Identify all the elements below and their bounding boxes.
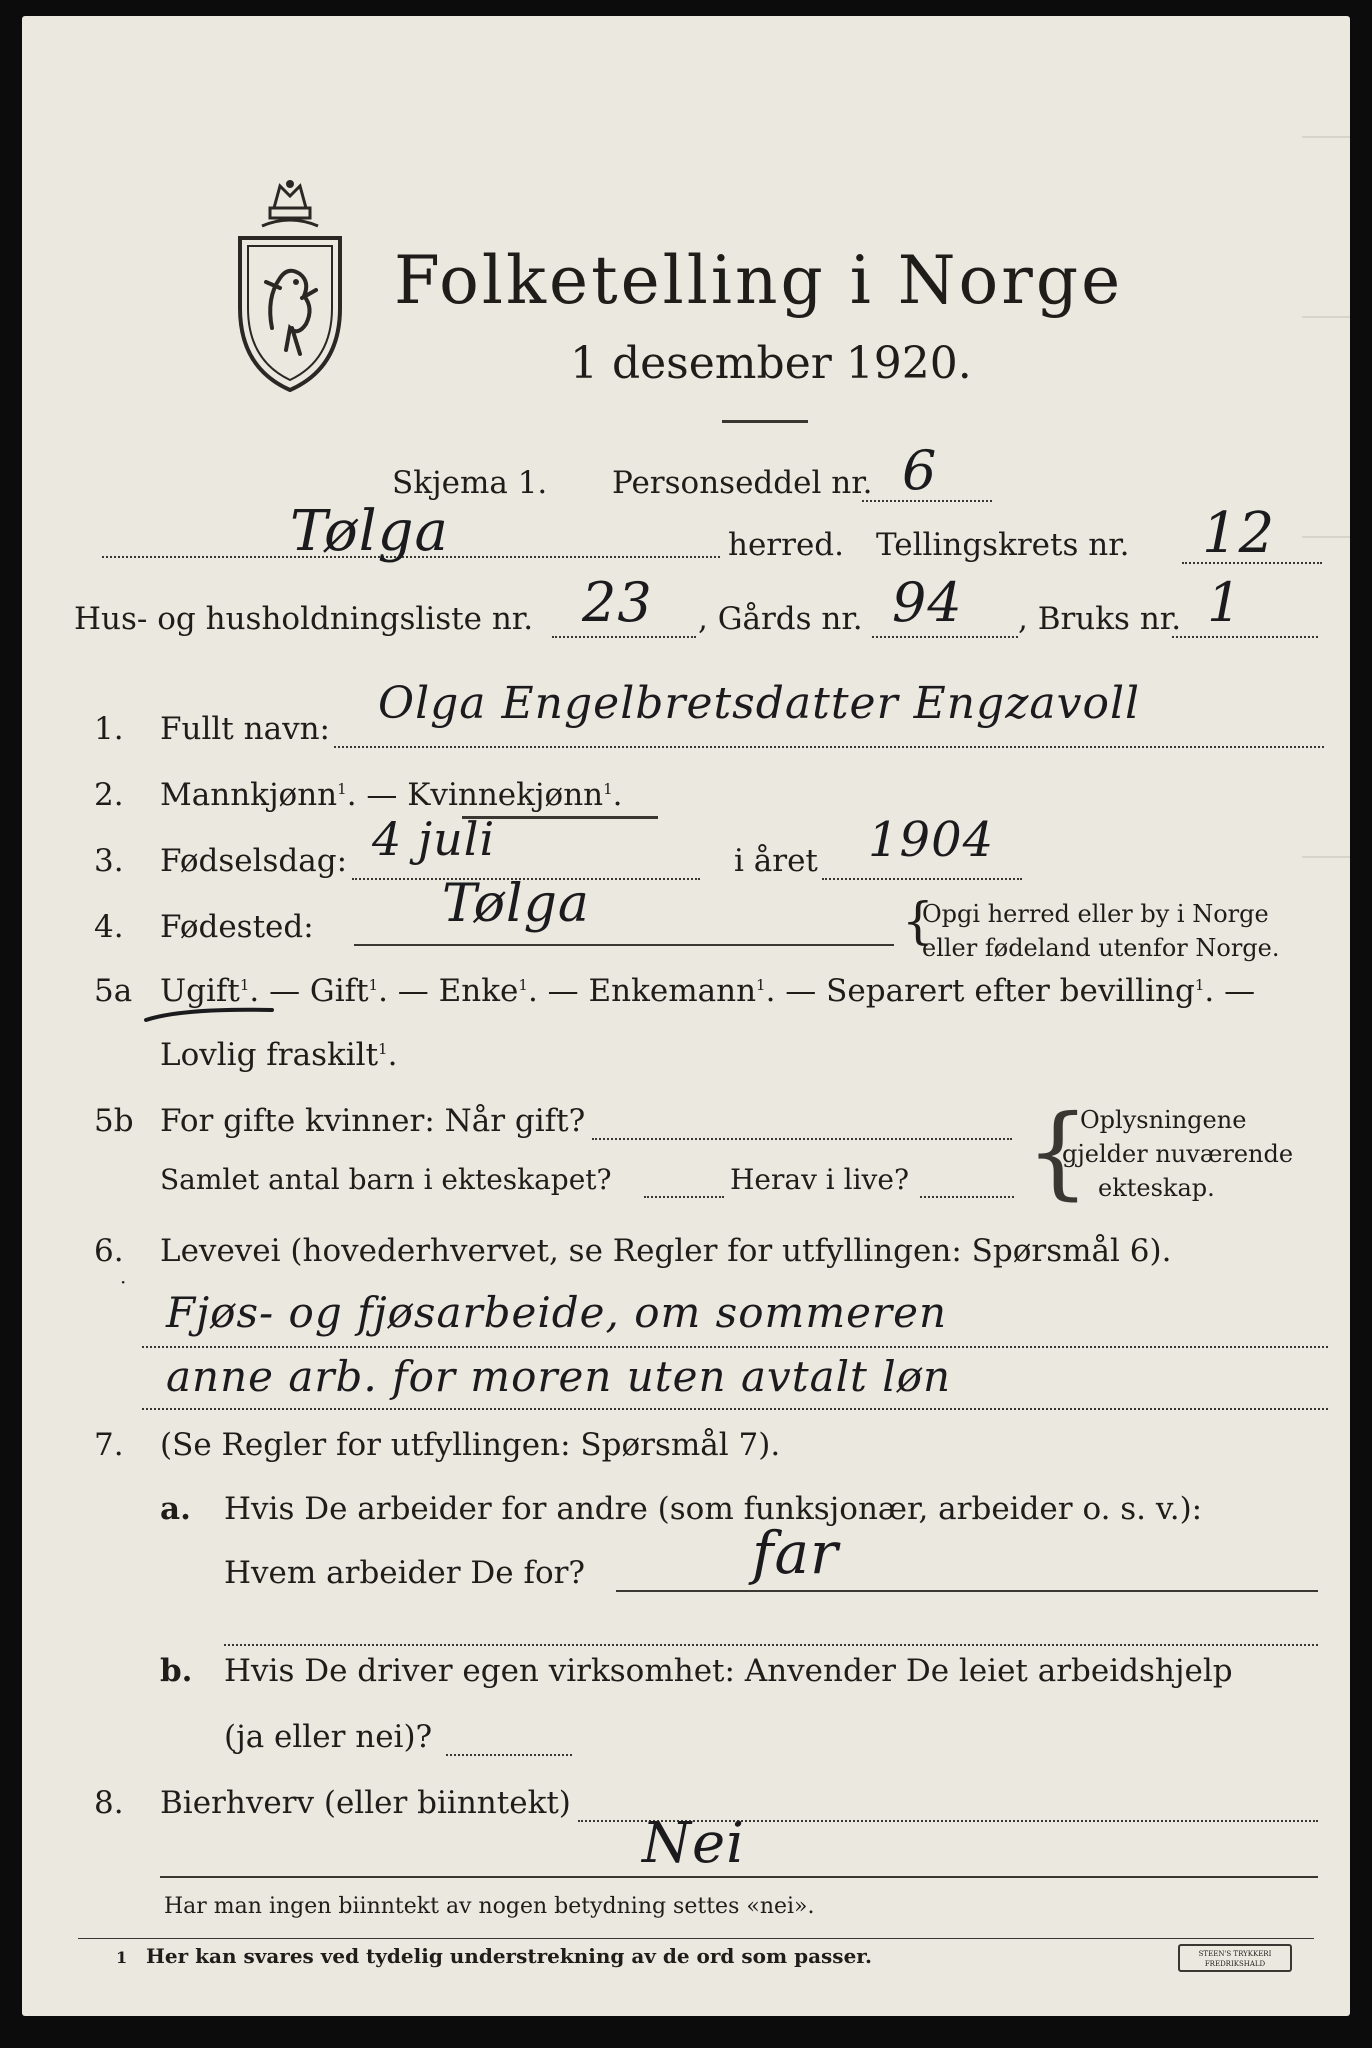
personseddel-nr-value: 6 <box>902 439 938 502</box>
q1-label: Fullt navn: <box>160 711 330 747</box>
q2-separator: . — <box>346 777 408 813</box>
q6-occupation-value-line2: anne arb. for moren uten avtalt løn <box>166 1352 952 1401</box>
q3-label: Fødselsdag: <box>160 843 348 879</box>
q7a-employer-value: far <box>752 1519 839 1587</box>
footnote-mark: 1 <box>116 1948 128 1967</box>
q8-side-income-value: Nei <box>642 1811 746 1876</box>
q7a-question: Hvem arbeider De for? <box>224 1555 586 1591</box>
hus-nr-value: 23 <box>582 571 653 634</box>
bruks-label: , Bruks nr. <box>1018 601 1182 637</box>
form-title: Folketelling i Norge <box>394 242 1124 319</box>
q6-occupation-value-line1: Fjøs- og fjøsarbeide, om sommeren <box>166 1288 948 1337</box>
hus-line <box>552 636 696 638</box>
footnote-sup: 1 <box>1194 976 1205 994</box>
census-date: 1 desember 1920. <box>570 338 972 389</box>
q2-options <box>160 777 623 813</box>
q5b-married-line <box>592 1138 1012 1140</box>
footnote-sup: 1 <box>756 976 766 994</box>
q2-mann-option: Mannkjønn <box>160 777 338 813</box>
tellingskrets-label: Tellingskrets nr. <box>876 527 1130 563</box>
q4-brace: { <box>902 892 934 950</box>
q3-number: 3. <box>94 843 124 879</box>
q7-number: 7. <box>94 1427 124 1463</box>
q6-number: 6. <box>94 1233 124 1269</box>
q1-line <box>334 746 1324 748</box>
q8-line2 <box>160 1876 1318 1878</box>
q8-number: 8. <box>94 1785 124 1821</box>
herred-value: Tølga <box>290 499 449 564</box>
q5a-gift-option: . — Gift <box>249 973 369 1009</box>
tellingskrets-nr-value: 12 <box>1202 501 1276 566</box>
q5a-number: 5a <box>94 973 133 1009</box>
footnote-sup: 1 <box>603 780 613 798</box>
q5a-separert-option: . — Separert efter bevilling <box>765 973 1195 1009</box>
gards-nr-value: 94 <box>892 571 963 634</box>
bruks-line <box>1172 636 1318 638</box>
q6-line1 <box>142 1346 1328 1348</box>
q3-year-label: i året <box>734 843 818 879</box>
norwegian-coat-of-arms-icon <box>230 178 350 398</box>
q7a-line1 <box>616 1590 1318 1592</box>
q3-year-line <box>822 878 1022 880</box>
q5b-note-line1: Oplysningene <box>1080 1106 1247 1134</box>
q7b-text: Hvis De driver egen virksomhet: Anvender De leiet arbeidshjelp <box>224 1653 1233 1689</box>
q5b-note-line2: gjelder nuværende <box>1062 1140 1294 1168</box>
personseddel-label: Personseddel nr. <box>612 465 873 501</box>
q5b-brace: { <box>1026 1093 1090 1210</box>
q5a-dash: . — <box>1204 973 1256 1009</box>
footnote-sup: 1 <box>368 976 379 994</box>
hus-label: Hus- og husholdningsliste nr. <box>74 601 534 637</box>
census-form-page <box>22 16 1350 2016</box>
q4-label: Fødested: <box>160 909 314 945</box>
q4-number: 4. <box>94 909 124 945</box>
q5a-end: . <box>387 1037 398 1073</box>
title-rule <box>722 420 808 423</box>
q4-line <box>354 944 894 946</box>
q5b-label-children: Samlet antal barn i ekteskapet? <box>160 1163 612 1196</box>
footnote-sup: 1 <box>239 976 250 994</box>
q2-number: 2. <box>94 777 124 813</box>
q4-birthplace-value: Tølga <box>442 874 590 934</box>
q2-kvinne-option: Kvinnekjønn <box>407 777 604 813</box>
q1-full-name-value: Olga Engelbretsdatter Engzavoll <box>378 678 1141 729</box>
q5b-number: 5b <box>94 1103 134 1139</box>
skjema-label: Skjema 1. <box>392 465 548 501</box>
q3-year-value: 1904 <box>868 812 995 868</box>
q6-line2 <box>142 1408 1328 1410</box>
footnote-text: Her kan svares ved tydelig understrekning av de ord som passer. <box>146 1944 872 1968</box>
q5a-enkemann-option: . — Enkemann <box>527 973 757 1009</box>
gards-line <box>872 636 1018 638</box>
q7a-text: Hvis De arbeider for andre (som funksjonær, arbeider o. s. v.): <box>224 1491 1203 1527</box>
footnote-sup: 1 <box>337 780 347 798</box>
q5a-options <box>160 973 1256 1009</box>
q5b-children-line <box>644 1196 724 1198</box>
q7b-letter: b. <box>160 1653 193 1689</box>
q4-note-line1: Opgi herred eller by i Norge <box>922 900 1269 928</box>
q7-label: (Se Regler for utfyllingen: Spørsmål 7). <box>160 1427 781 1463</box>
q7b-question: (ja eller nei)? <box>224 1719 433 1755</box>
q7a-letter: a. <box>160 1491 191 1527</box>
bruks-nr-value: 1 <box>1207 571 1243 634</box>
q5a-fraskilt-option: Lovlig fraskilt <box>160 1037 379 1073</box>
q4-note-line2: eller fødeland utenfor Norge. <box>922 934 1280 962</box>
q5a-ugift-option: Ugift <box>160 973 240 1009</box>
footer-note: Har man ingen biinntekt av nogen betydning settes «nei». <box>164 1894 815 1919</box>
q5b-label-alive: Herav i live? <box>730 1163 909 1196</box>
footnote-sup: 1 <box>378 1040 388 1058</box>
q1-number: 1. <box>94 711 124 747</box>
q8-label: Bierhverv (eller biinntekt) <box>160 1785 571 1821</box>
q5b-note-line3: ekteskap. <box>1098 1174 1215 1202</box>
q3-birthday-value: 4 juli <box>372 812 496 866</box>
q6-dot: · <box>120 1270 127 1294</box>
q5b-label-married: For gifte kvinner: Når gift? <box>160 1103 586 1139</box>
printer-stamp: STEEN'S TRYKKERI FREDRIKSHALD <box>1178 1944 1292 1972</box>
gards-label: , Gårds nr. <box>698 601 863 637</box>
footnote-sup: 1 <box>518 976 528 994</box>
footnote-rule <box>78 1938 1314 1939</box>
q6-label: Levevei (hovederhvervet, se Regler for utfyllingen: Spørsmål 6). <box>160 1233 1172 1269</box>
q5a-ugift-underline <box>142 1004 282 1028</box>
q5b-alive-line <box>920 1196 1014 1198</box>
q7b-line <box>446 1754 572 1756</box>
q2-end: . <box>612 777 623 813</box>
q5a-line2 <box>160 1037 398 1073</box>
q5a-enke-option: . — Enke <box>378 973 519 1009</box>
q7a-line2 <box>224 1644 1318 1646</box>
herred-label: herred. <box>728 527 844 563</box>
